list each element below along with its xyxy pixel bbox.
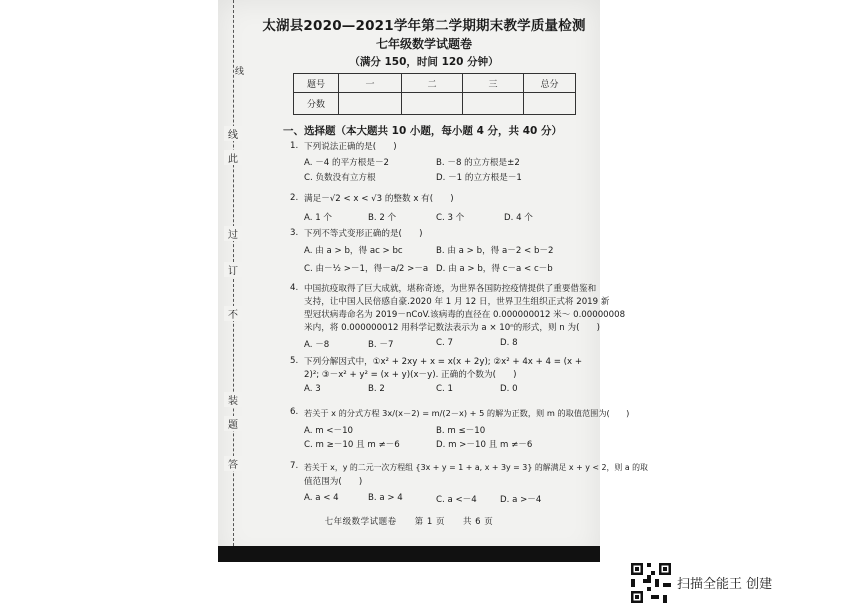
- scan-edge-shadow: [218, 546, 600, 562]
- binding-char: 此: [224, 150, 242, 165]
- option: C. a <－4: [436, 495, 477, 505]
- question-number: 5.: [290, 356, 299, 366]
- question-number: 2.: [290, 193, 299, 203]
- question-text: 下列说法正确的是( ): [304, 142, 397, 152]
- scanner-watermark: 扫描全能王 创建: [677, 577, 773, 592]
- score-cell: [402, 93, 463, 115]
- score-table-header-row: [294, 74, 576, 93]
- option: A. －8: [304, 340, 330, 350]
- option: D. －1 的立方根是－1: [436, 173, 522, 183]
- option: D. 0: [500, 384, 518, 394]
- option: C. 3 个: [436, 213, 465, 223]
- binding-char: 过: [224, 226, 242, 241]
- score-header-cell: 题号: [294, 74, 339, 93]
- option: C. 7: [436, 338, 453, 348]
- option: C. 负数没有立方根: [304, 173, 376, 183]
- score-row-label: 分数: [294, 93, 339, 115]
- option: D. 4 个: [504, 213, 533, 223]
- question-text: 米内，将 0.000000012 用科学记数法表示为 a × 10ⁿ的形式，则 n 为( ): [304, 323, 600, 333]
- binding-top-label: 线: [233, 66, 243, 75]
- score-table: [293, 73, 576, 115]
- section-title: 一、选择题（本大题共 10 小题，每小题 4 分，共 40 分）: [283, 125, 562, 137]
- question-text: 下列分解因式中，①x² + 2xy + x = x(x + 2y); ②x² + 4x + 4 = (x +: [304, 357, 583, 367]
- score-header-cell: 总分: [524, 74, 576, 93]
- question-number: 3.: [290, 228, 299, 238]
- score-table-score-row: [294, 93, 576, 115]
- option: A. 3: [304, 384, 321, 394]
- option: D. 由 a > b，得 c－a < c－b: [436, 264, 553, 274]
- option: C. 1: [436, 384, 453, 394]
- option: B. －7: [368, 340, 394, 350]
- option: D. 8: [500, 338, 518, 348]
- question-text: 型冠状病毒命名为 2019－nCoV.该病毒的直径在 0.000000012 米～ 0.00000008: [304, 310, 626, 320]
- option: B. m ≤－10: [436, 426, 486, 436]
- question-text: 若关于 x，y 的二元一次方程组 {3x + y = 1 + a, x + 3y = 3} 的解满足 x + y < 2，则 a 的取: [304, 463, 648, 472]
- binding-char: 答: [224, 456, 242, 471]
- page-footer: 七年级数学试题卷 第 1 页 共 6 页: [324, 517, 494, 527]
- binding-char: 订: [224, 262, 242, 277]
- question-text: 满足－√2 < x < √3 的整数 x 有( ): [304, 194, 454, 204]
- score-cell: [339, 93, 402, 115]
- question-number: 7.: [290, 461, 299, 471]
- binding-char: 装: [224, 392, 242, 407]
- option: B. －8 的立方根是±2: [436, 158, 520, 168]
- exam-title: 太湖县2020—2021学年第二学期期末教学质量检测: [262, 18, 586, 34]
- option: A. 1 个: [304, 213, 332, 223]
- option: B. a > 4: [368, 493, 403, 503]
- binding-char: 不: [224, 306, 242, 321]
- qr-code-icon: [631, 563, 671, 603]
- binding-line: [222, 0, 246, 546]
- option: C. m ≥－10 且 m ≠－6: [304, 440, 400, 450]
- score-header-cell: 三: [463, 74, 524, 93]
- question-text: 若关于 x 的分式方程 3x/(x－2) = m/(2－x) + 5 的解为正数，则 m 的取值范围为( ): [304, 408, 630, 418]
- question-text: 下列不等式变形正确的是( ): [304, 229, 423, 239]
- score-cell: [463, 93, 524, 115]
- score-cell: [524, 93, 576, 115]
- option: D. m >－10 且 m ≠－6: [436, 440, 533, 450]
- option: D. a >－4: [500, 495, 542, 505]
- exam-subtitle: 七年级数学试题卷: [375, 37, 472, 51]
- option: A. m <－10: [304, 426, 354, 436]
- option: A. 由 a > b，得 ac > bc: [304, 246, 403, 256]
- binding-char: 线: [224, 126, 242, 141]
- option: A. －4 的平方根是－2: [304, 158, 390, 168]
- option: B. 2 个: [368, 213, 397, 223]
- question-text: 值范围为( ): [304, 477, 363, 487]
- binding-char: 题: [224, 416, 242, 431]
- question-number: 1.: [290, 141, 299, 151]
- exam-note: （满分 150，时间 120 分钟）: [349, 56, 499, 68]
- option: B. 2: [368, 384, 385, 394]
- question-number: 6.: [290, 407, 299, 417]
- score-header-cell: 二: [402, 74, 463, 93]
- question-text: 2)²; ③－x² + y² = (x + y)(x－y). 正确的个数为( ): [304, 370, 517, 380]
- option: C. 由－½ >－1，得－a/2 >－a: [304, 264, 429, 274]
- option: A. a < 4: [304, 493, 339, 503]
- question-text: 支持，让中国人民倍感自豪.2020 年 1 月 12 日，世界卫生组织正式将 2019 新: [304, 297, 610, 307]
- question-number: 4.: [290, 283, 299, 293]
- score-header-cell: 一: [339, 74, 402, 93]
- question-text: 中国抗疫取得了巨大成就，堪称奇迹，为世界各国防控疫情提供了重要借鉴和: [304, 284, 597, 294]
- option: B. 由 a > b，得 a－2 < b－2: [436, 246, 554, 256]
